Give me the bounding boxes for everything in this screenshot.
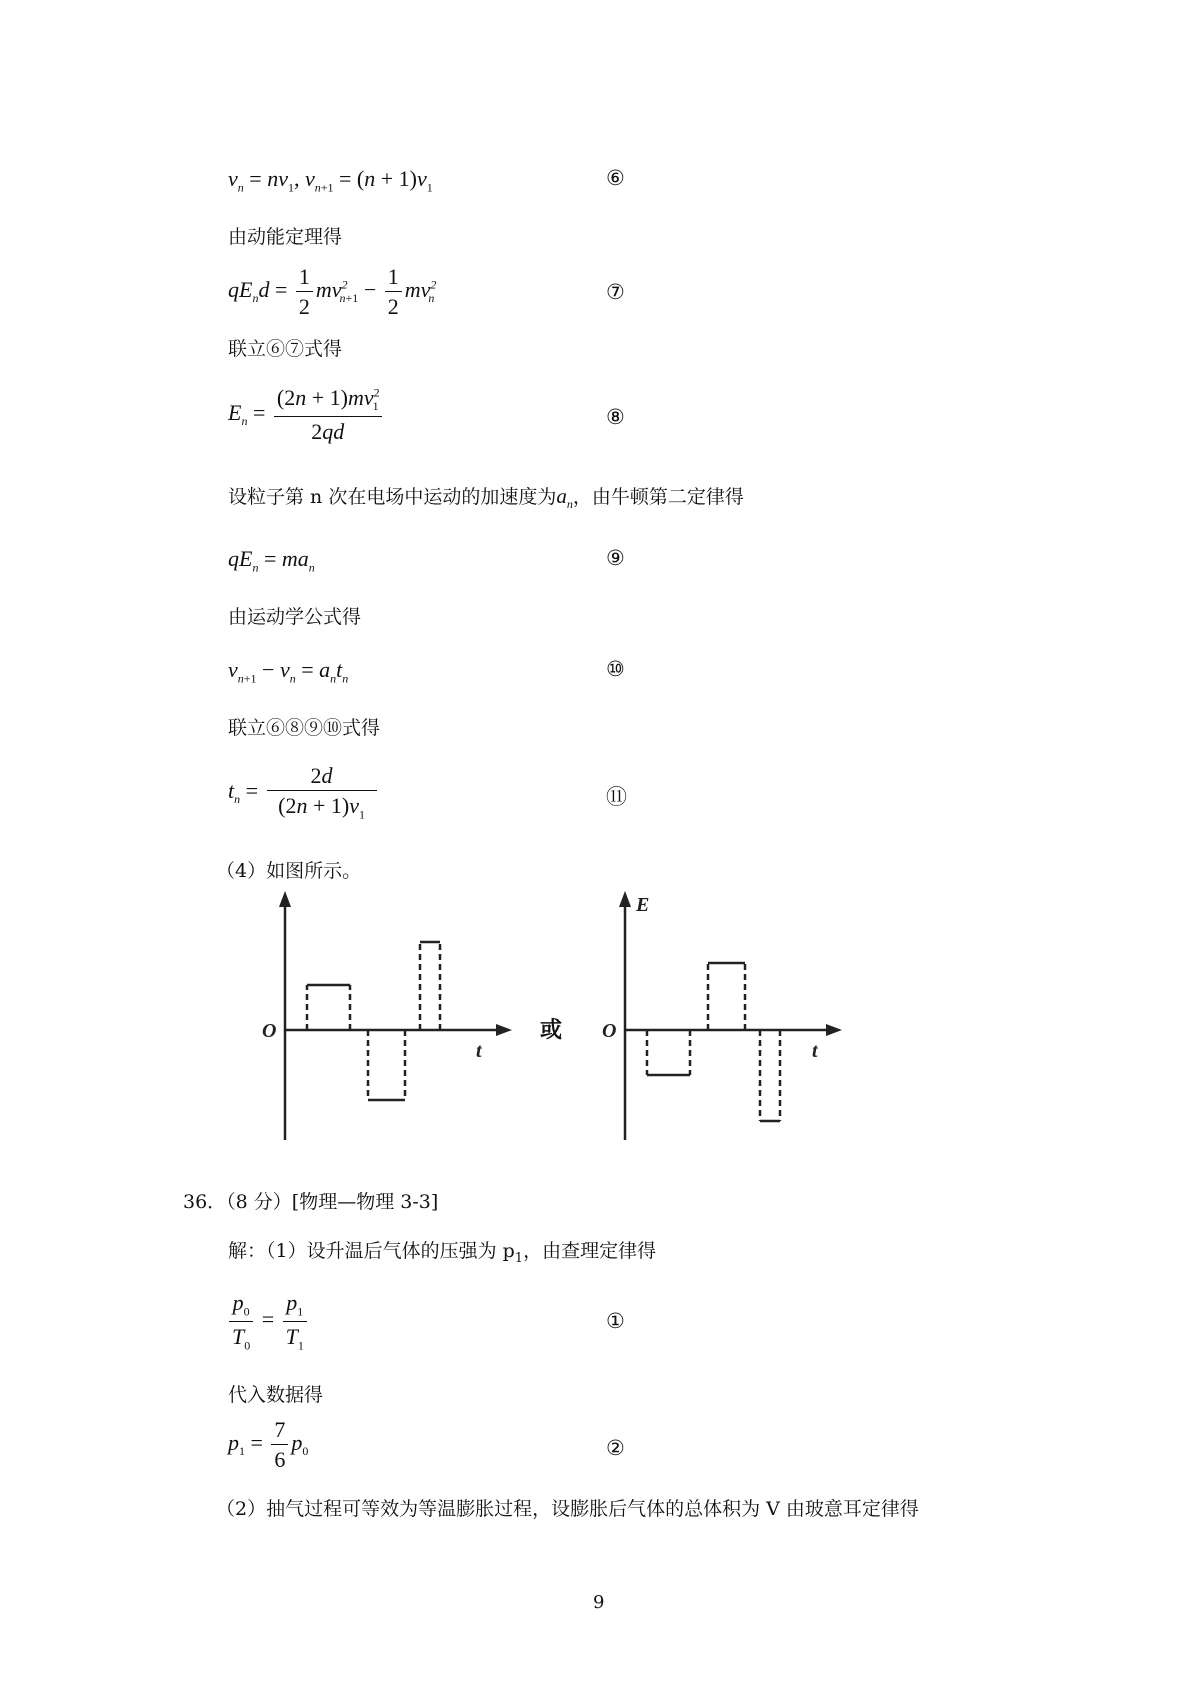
text-part4: （4）如图所示。 [216,860,362,882]
equation-number-8: ⑧ [606,405,625,429]
equation-q36-2: $p_1$ = $\frac{7}{6}$ $p_0$ [228,1417,309,1473]
text-combine-68910: 联立⑥⑧⑨⑩式得 [228,717,381,739]
equation-11: $t_n$ = $\frac{2d}{(2n + 1)v_1}$ [228,763,380,822]
equation-8: $E_n$ = $\frac{(2n + 1)mv^2_1}{2qd}$ [228,385,380,445]
text-accel-intro [228,482,744,512]
origin-label: O [262,1020,277,1042]
text-part2: （2）抽气过程可等效为等温膨胀过程，设膨胀后气体的总体积为 V 由玻意耳定律得 [216,1498,919,1520]
text-substitute: 代入数据得 [228,1384,324,1406]
equation-10: $v_{n+1} - v_n = a_nt_n$ [228,657,349,686]
solution-intro-pre: 解：（1）设升温后气体的压强为 p [228,1240,515,1262]
equation-7: $qE_nd$ = $\frac{1}{2}$ $mv^2_{n+1}$ − $\frac{1}{2}$ $mv^2_n$ [228,264,437,320]
equation-q36-1: $\frac{p_0}{T_0}$ = $\frac{p_1}{T_1}$ [226,1290,310,1353]
equation-number-10: ⑩ [606,657,625,681]
equation-number-q36-1: ① [606,1309,625,1333]
field-time-graph-left [250,885,550,1145]
question-36-heading: 36．（8 分）[物理—物理 3-3] [183,1191,439,1213]
graph-connector-or: 或 [540,1017,563,1043]
text-kinetic-intro: 由动能定理得 [228,226,343,248]
text-kinematics-intro: 由运动学公式得 [228,606,362,628]
equation-number-7: ⑦ [606,280,625,304]
origin-label: O [602,1020,617,1042]
x-axis-label: t [476,1040,482,1062]
page-number: 9 [593,1592,605,1613]
y-axis-arrow [279,891,291,907]
equation-9: $qE_n = ma_n$ [228,546,315,575]
question-36-solution-intro [228,1236,656,1266]
text-combine-67: 联立⑥⑦式得 [228,338,343,360]
equation-number-11: ⑪ [606,785,627,809]
text-accel-intro-pre: 设粒子第 n 次在电场中运动的加速度为 [228,486,557,508]
solution-intro-sub: 1 [514,1250,524,1266]
field-time-graph-right [590,885,890,1145]
x-axis-arrow [826,1024,842,1036]
x-axis-arrow [496,1024,512,1036]
x-axis-label: t [812,1040,818,1062]
y-axis-label: E [636,894,650,916]
text-accel-intro-post: ，由牛顿第二定律得 [572,486,744,508]
equation-number-9: ⑨ [606,546,625,570]
y-axis-arrow [619,891,631,907]
solution-intro-post: ，由查理定律得 [523,1240,657,1262]
equation-number-q36-2: ② [606,1436,625,1460]
equation-number-6: ⑥ [606,166,625,190]
symbol-a-n: $a_n$ [556,484,573,512]
equation-6: $v_n = nv_1$, $v_{n+1} = (n + 1)v_1$ [228,166,433,195]
